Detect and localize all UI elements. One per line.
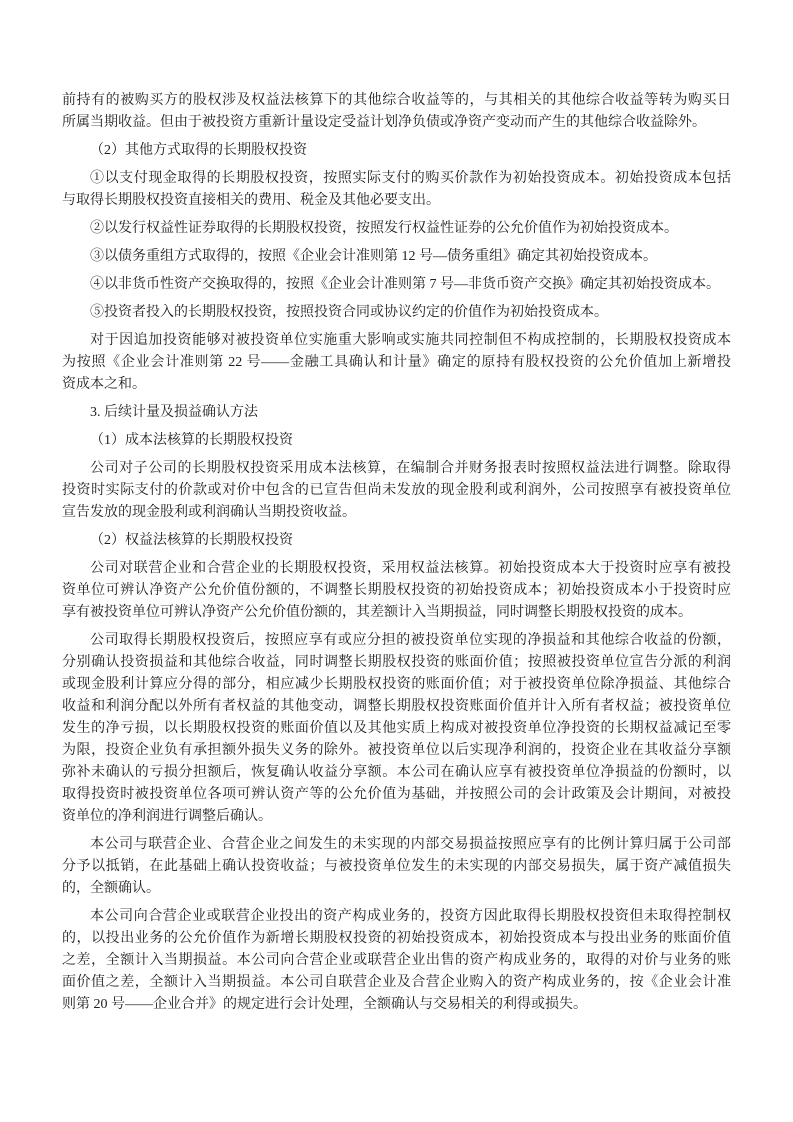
text-line: ②以发行权益性证券取得的长期股权投资，按照发行权益性证券的公允价值作为初始投资成本。: [90, 221, 678, 236]
paragraph-cost-method: [62, 458, 731, 524]
item-3-debt-restructuring: [62, 246, 731, 268]
text-line: 宣告发放的现金股利或利润确认当期投资收益。: [62, 505, 356, 520]
item-5-investor-contribution: [62, 302, 731, 324]
text-line: ③以债务重组方式取得的，按照《企业会计准则第 12 号—债务重组》确定其初始投资成本。: [90, 249, 657, 264]
paragraph-equity-method-subsequent: [62, 630, 731, 828]
text-line: 公司对联营企业和合营企业的长期股权投资，采用权益法核算。初始投资成本大于投资时应享有被投: [90, 561, 731, 576]
heading-subsequent-measurement: [62, 402, 731, 424]
text-line: 为按照《企业会计准则第 22 号——金融工具确认和计量》确定的原持有股权投资的公允价值加上新增投: [62, 355, 731, 370]
text-line: 资单位可辨认净资产公允价值份额的，不调整长期股权投资的初始投资成本；初始投资成本小于投资时应: [62, 583, 731, 598]
text-line: 所属当期收益。但由于被投资方重新计量设定受益计划净负债或净资产变动而产生的其他综合收益除外。: [62, 115, 706, 130]
text-line: ④以非货币性资产交换取得的，按照《企业会计准则第 7 号—非货币资产交换》确定其初始投资成本。: [90, 277, 720, 292]
paragraph-additional-investment: [62, 330, 731, 396]
text-line: 分别确认投资损益和其他综合收益，同时调整长期股权投资的账面价值；按照被投资单位宣告分派的利润: [62, 655, 731, 670]
text-line: 取得投资时被投资单位各项可辨认资产等的公允价值为基础，并按照公司的会计政策及会计期间，对被投: [62, 787, 731, 802]
text-line: 面价值之差，全额计入当期损益。本公司自联营企业及合营企业购入的资产构成业务的，按《企业会计准: [62, 975, 731, 990]
text-line: 弥补未确认的亏损分担额后，恢复确认收益分享额。本公司在确认应享有被投资单位净损益的份额时，以: [62, 765, 731, 780]
text-line: 资成本之和。: [62, 377, 146, 392]
text-line: 本公司与联营企业、合营企业之间发生的未实现的内部交易损益按照应享有的比例计算归属于公司部: [90, 837, 731, 852]
text-line: 公司对子公司的长期股权投资采用成本法核算，在编制合并财务报表时按照权益法进行调整。除取得: [90, 461, 731, 476]
heading-line: （2）权益法核算的长期股权投资: [90, 533, 293, 548]
heading-cost-method: [62, 430, 731, 452]
text-line: 本公司向合营企业或联营企业投出的资产构成业务的，投资方因此取得长期股权投资但未取得控制权: [90, 909, 731, 924]
text-line: 享有被投资单位可辨认净资产公允价值份额的，其差额计入当期损益，同时调整长期股权投资的成本。: [62, 605, 692, 620]
text-line: 对于因追加投资能够对被投资单位实施重大影响或实施共同控制但不构成控制的，长期股权投资成本: [90, 333, 731, 348]
text-line: 的，全额确认。: [62, 881, 160, 896]
text-line: 投资时实际支付的价款或对价中包含的已宣告但尚未发放的现金股利或利润外，公司按照享有被投资单位: [62, 483, 731, 498]
paragraph-asset-contribution-business: [62, 906, 731, 1016]
heading-line: （2）其他方式取得的长期股权投资: [90, 143, 307, 158]
text-line: 分予以抵销，在此基础上确认投资收益；与被投资单位发生的未实现的内部交易损失，属于资产减值损失: [62, 859, 731, 874]
item-4-nonmonetary-asset-exchange: [62, 274, 731, 296]
text-line: 或现金股利计算应分得的部分，相应减少长期股权投资的账面价值；对于被投资单位除净损益、其他综合: [62, 677, 731, 692]
item-1-cash-payment: [62, 168, 731, 212]
text-line: 收益和利润分配以外所有者权益的其他变动，调整长期股权投资账面价值并计入所有者权益；被投资单位: [62, 699, 731, 714]
paragraph-equity-method-initial-cost: [62, 558, 731, 624]
document-body: [62, 90, 731, 1016]
text-line: ⑤投资者投入的长期股权投资，按照投资合同或协议约定的价值作为初始投资成本。: [90, 305, 608, 320]
text-line: 为限，投资企业负有承担额外损失义务的除外。被投资单位以后实现净利润的，投资企业在其收益分享额: [62, 743, 731, 758]
text-line: 发生的净亏损，以长期股权投资的账面价值以及其他实质上构成对被投资单位净投资的长期权益减记至零: [62, 721, 731, 736]
heading-equity-method: [62, 530, 731, 552]
text-line: ①以支付现金取得的长期股权投资，按照实际支付的购买价款作为初始投资成本。初始投资成本包括: [90, 171, 731, 186]
text-line: 之差，全额计入当期损益。本公司向合营企业或联营企业出售的资产构成业务的，取得的对价与业务的账: [62, 953, 731, 968]
heading-line: （1）成本法核算的长期股权投资: [90, 433, 293, 448]
text-line: 则第 20 号——企业合并》的规定进行会计处理，全额确认与交易相关的利得或损失。: [62, 997, 587, 1012]
text-line: 前持有的被购买方的股权涉及权益法核算下的其他综合收益等的，与其相关的其他综合收益等转为购买日: [62, 93, 731, 108]
text-line: 的，以投出业务的公允价值作为新增长期股权投资的初始投资成本，初始投资成本与投出业务的账面价值: [62, 931, 731, 946]
text-line: 资单位的净利润进行调整后确认。: [62, 809, 272, 824]
heading-line: 3. 后续计量及损益确认方法: [90, 405, 258, 420]
heading-other-acquisition-methods: [62, 140, 731, 162]
paragraph-continuation-oci: [62, 90, 731, 134]
text-line: 公司取得长期股权投资后，按照应享有或应分担的被投资单位实现的净损益和其他综合收益的份额，: [90, 633, 731, 648]
paragraph-unrealized-internal-transactions: [62, 834, 731, 900]
text-line: 与取得长期股权投资直接相关的费用、税金及其他必要支出。: [62, 193, 440, 208]
item-2-equity-securities: [62, 218, 731, 240]
